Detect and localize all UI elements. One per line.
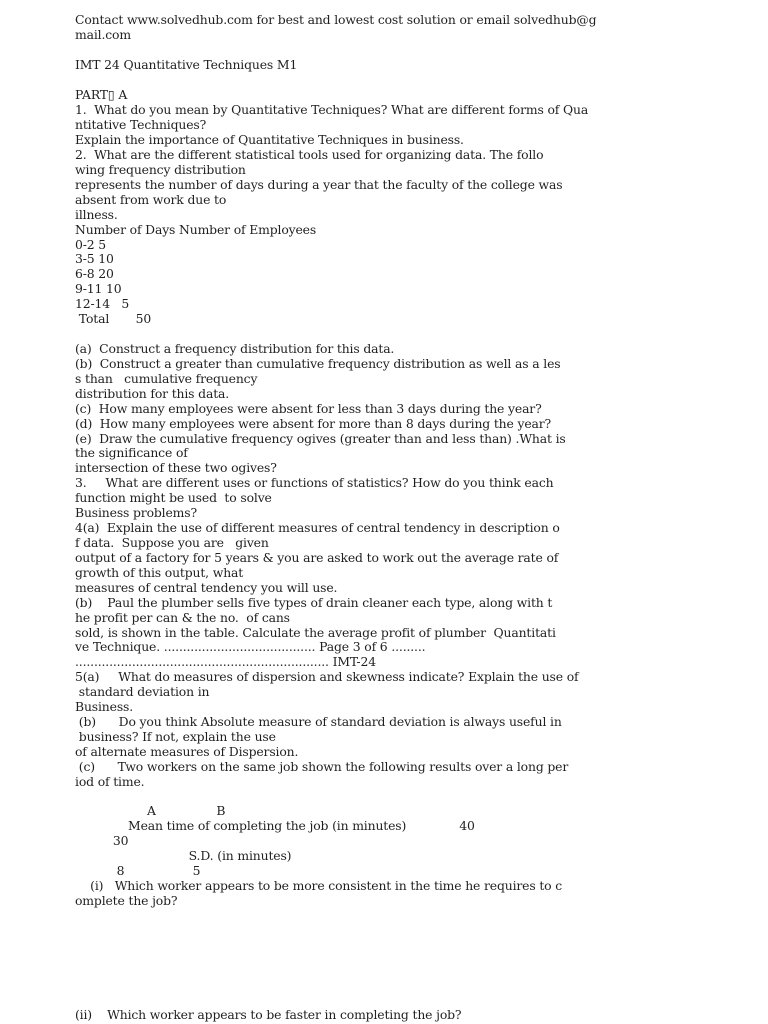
table-header: Number of Days Number of Employees [75,222,317,237]
question-5c-i-line-1: (i) Which worker appears to be more consistent in the time he requires to c [75,878,563,893]
table-row: 0-2 5 [75,237,107,252]
question-5a-line-3: Business. [75,699,134,714]
question-2e-line-1: (e) Draw the cumulative frequency ogives (greater than and less than) .What is [75,431,566,446]
question-2a: (a) Construct a frequency distribution for this data. [75,341,395,356]
question-4a-line-4: growth of this output, what [75,565,244,580]
part-heading: PART▯ A [75,87,128,102]
question-5a-line-2: standard deviation in [75,684,210,699]
question-2b-line-1: (b) Construct a greater than cumulative frequency distribution as well as a les [75,356,561,371]
question-4b-line-3: sold, is shown in the table. Calculate the average profit of plumber Quantitati [75,625,556,640]
question-2c: (c) How many employees were absent for less than 3 days during the year? [75,401,542,416]
worker-table-header: A B [75,803,226,818]
question-2e-line-3: intersection of these two ogives? [75,460,277,475]
worker-table-mean-row: Mean time of completing the job (in minutes) 40 [75,818,475,833]
question-5b-line-2: business? If not, explain the use [75,729,276,744]
question-4b-line-1: (b) Paul the plumber sells five types of drain cleaner each type, along with t [75,595,553,610]
question-5a-line-1: 5(a) What do measures of dispersion and skewness indicate? Explain the use of [75,669,579,684]
page-footer-line-2: ................................................................... IMT-24 [75,654,376,669]
question-5b-line-3: of alternate measures of Dispersion. [75,744,299,759]
question-1-line-1: 1. What do you mean by Quantitative Techniques? What are different forms of Qua [75,102,589,117]
table-total-row: Total 50 [75,311,152,326]
question-2e-line-2: the significance of [75,445,188,460]
worker-table-sd-values: 8 5 [75,863,201,878]
question-4b-line-2: he profit per can & the no. of cans [75,610,290,625]
question-5c-i-line-2: omplete the job? [75,893,178,908]
table-row: 6-8 20 [75,266,114,281]
question-2b-line-3: distribution for this data. [75,386,230,401]
question-2-line-2: wing frequency distribution [75,162,246,177]
question-2-line-4: absent from work due to [75,192,227,207]
question-4a-line-1: 4(a) Explain the use of different measures of central tendency in description o [75,520,560,535]
question-2d: (d) How many employees were absent for more than 8 days during the year? [75,416,552,431]
worker-table-mean-value: 30 [75,833,129,848]
question-3-line-3: Business problems? [75,505,197,520]
question-2-line-1: 2. What are the different statistical tools used for organizing data. The follo [75,147,544,162]
table-row: 3-5 10 [75,251,114,266]
table-row: 12-14 5 [75,296,130,311]
question-2-line-5: illness. [75,207,118,222]
question-1-line-3: Explain the importance of Quantitative Techniques in business. [75,132,464,147]
question-5c-line-2: iod of time. [75,774,145,789]
question-5c-ii: (ii) Which worker appears to be faster in completing the job? [75,1007,462,1022]
contact-line-1: Contact www.solvedhub.com for best and lowest cost solution or email solvedhub@g [75,12,597,27]
question-3-line-2: function might be used to solve [75,490,272,505]
course-title: IMT 24 Quantitative Techniques M1 [75,57,298,72]
question-4a-line-2: f data. Suppose you are given [75,535,269,550]
page-footer-line-1: ve Technique. ........................................ Page 3 of 6 ......... [75,639,426,654]
question-4a-line-3: output of a factory for 5 years & you are asked to work out the average rate of [75,550,559,565]
question-2b-line-2: s than cumulative frequency [75,371,258,386]
worker-table-sd-row: S.D. (in minutes) [75,848,292,863]
question-5b-line-1: (b) Do you think Absolute measure of standard deviation is always useful in [75,714,562,729]
question-3-line-1: 3. What are different uses or functions of statistics? How do you think each [75,475,554,490]
question-1-line-2: ntitative Techniques? [75,117,207,132]
table-row: 9-11 10 [75,281,122,296]
question-5c-line-1: (c) Two workers on the same job shown the following results over a long per [75,759,569,774]
question-2-line-3: represents the number of days during a year that the faculty of the college was [75,177,563,192]
question-4a-line-5: measures of central tendency you will use. [75,580,338,595]
contact-line-2: mail.com [75,27,131,42]
